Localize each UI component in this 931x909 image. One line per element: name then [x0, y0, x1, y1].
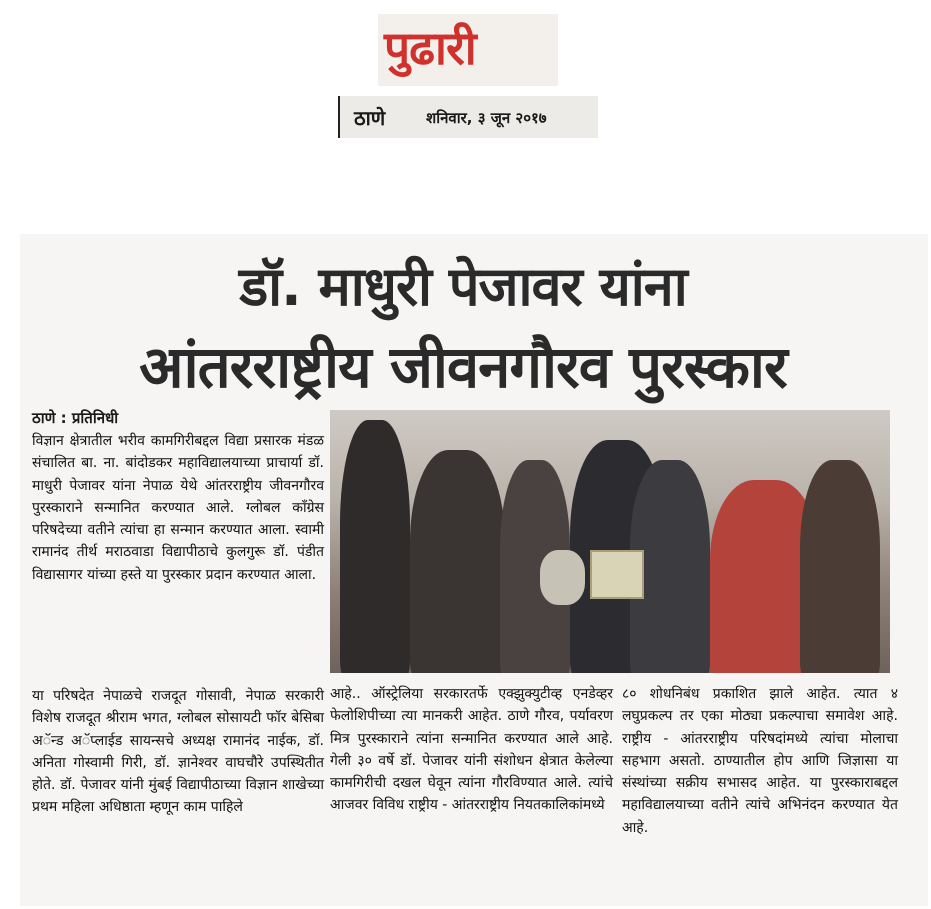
article-paragraph-1: विज्ञान क्षेत्रातील भरीव कामगिरीबद्दल विद्या प्रसारक मंडळ संचालित बा. ना. बांदोडकर महाविद्यालयाच्या प्राचार्या डॉ. माधुरी पेजावर यांना नेपाळ येथे आंतरराष्ट्रीय जीवनगौरव पुरस्काराने सन्मानित करण्यात आले. ग्लोबल कॉंग्रेस परिषदेच्या वतीने त्यांचा हा सन्मान करण्यात आला. स्वामी रामानंद तीर्थ मराठवाडा विद्यापीठाचे कुलगुरू डॉ. पंडीत विद्यासागर यांच्या हस्ते या पुरस्कार प्रदान करण्यात आला. [32, 433, 324, 583]
headline-line-2: आंतरराष्ट्रीय जीवनगौरव पुरस्कार [139, 333, 787, 401]
article-paragraph-3: आहे.. ऑस्ट्रेलिया सरकारतर्फे एक्झुक्युटीव्ह एनडेव्हर फेलोशिपीच्या त्या मानकरी आहेत. ठाणे गौरव, पर्यावरण मित्र पुरस्काराने त्यांना सन्मानित करण्यात आले आहे. गेली ३० वर्षे डॉ. पेजावर यांनी संशोधन क्षेत्रात केलेल्या कामगिरीची दखल घेवून त्यांना गौरविण्यात आले. त्यांचे आजवर विविध राष्ट्रीय - आंतरराष्ट्रीय नियतकालिकांमध्ये [330, 686, 613, 814]
award-ceremony-photo [330, 410, 890, 673]
dateline-date: शनिवार, ३ जून २०१७ [426, 109, 547, 127]
photo-figure [410, 450, 505, 673]
article-paragraph-2: या परिषदेत नेपाळचे राजदूत गोसावी, नेपाळ सरकारी विशेष राजदूत श्रीराम भगत, ग्लोबल सोसायटी फॉर बेसिबा अॅन्ड अॅप्लाईड सायन्सचे अध्यक्ष रामानंद नाईक, डॉ. अनिता गोस्वामी गिरी, डॉ. ज्ञानेश्वर वाघचौरे उपस्थितीत होते. डॉ. पेजावर यांनी मुंबई विद्यापीठाच्या विज्ञान शाखेच्या प्रथम महिला अधिष्ठाता म्हणून काम पाहिले [32, 688, 324, 816]
dateline [338, 96, 598, 138]
dateline-city: ठाणे [354, 106, 386, 130]
article-paragraph-4: ८० शोधनिबंध प्रकाशित झाले आहेत. त्यात ४ लघुप्रकल्प तर एका मोठ्या प्रकल्पाचा समावेश आहे. राष्ट्रीय - आंतरराष्ट्रीय परिषदांमध्ये त्यांचा मोलाचा सहभाग असतो. ठाण्यातील होप आणि जिज्ञासा या संस्थांच्या सक्रीय सभासद आहेत. या पुरस्काराबद्दल महाविद्यालयाच्या वतीने त्यांचे अभिनंदन करण्यात येत आहे. [622, 686, 898, 836]
photo-figure [800, 460, 880, 673]
newspaper-logo: पुढारी [384, 21, 476, 75]
award-plaque [590, 550, 644, 599]
masthead-logo-box [378, 14, 558, 86]
photo-figure [340, 420, 410, 673]
bouquet [540, 550, 585, 605]
byline: ठाणे : प्रतिनिधी [32, 409, 119, 427]
headline-line-1: डॉ. माधुरी पेजावर यांना [239, 255, 687, 318]
